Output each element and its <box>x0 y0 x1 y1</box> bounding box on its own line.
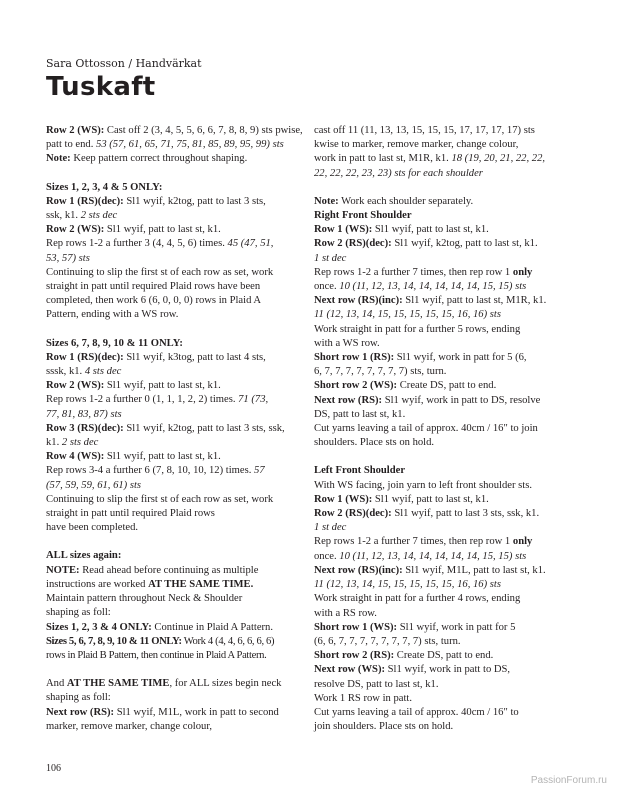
text-run: 45 (47, 51, <box>227 238 274 250</box>
text-run: Work each shoulder separately. <box>338 195 474 207</box>
text-line <box>46 677 306 691</box>
text-run: Continuing to slip the first st of each row as set, work <box>46 266 274 278</box>
text-run: shaping as foll: <box>46 607 111 619</box>
text-line <box>314 408 576 422</box>
text-run: 11 (12, 13, 14, 15, 15, 15, 15, 15, 16, 16) sts <box>314 579 501 591</box>
text-run: Read ahead before continuing as multiple <box>79 564 259 576</box>
text-run: 2 sts dec <box>80 210 118 222</box>
text-line <box>314 422 576 436</box>
text-line <box>46 379 306 393</box>
text-line <box>314 535 576 549</box>
text-run: Sizes 6, 7, 8, 9, 10 & 11 ONLY: <box>46 337 183 349</box>
text-run: Note: <box>314 195 339 207</box>
text-run: shaping as foll: <box>46 692 111 704</box>
text-line <box>314 394 576 408</box>
text-run: Next row (RS): <box>314 394 383 406</box>
text-run: Sl1 wyif, patt to last st, M1R, k1. <box>402 295 547 307</box>
text-line <box>46 720 306 734</box>
text-run: 1 st dec <box>314 252 347 264</box>
text-run: (6, 6, 7, 7, 7, 7, 7, 7, 7, 7) sts, turn. <box>314 635 461 647</box>
text-line <box>46 479 306 493</box>
text-line <box>314 692 576 706</box>
text-run: 18 (19, 20, 21, 22, 22, <box>451 153 546 165</box>
text-line <box>46 549 306 563</box>
text-run: Work 1 RS row in patt. <box>314 692 413 704</box>
text-run: once. <box>314 550 340 562</box>
page-header: Sara Ottosson / Handvärkat <box>46 57 202 70</box>
text-run: Cut yarns leaving a tail of approx. 40cm / 16" to join <box>314 423 538 435</box>
text-line <box>46 606 306 620</box>
paragraph-gap <box>46 323 306 337</box>
text-line <box>314 464 576 478</box>
paragraph-gap <box>314 181 576 195</box>
text-run: Row 2 (RS)(dec): <box>314 508 392 520</box>
text-line <box>314 152 576 166</box>
text-line <box>46 649 306 663</box>
text-run: Continue in Plaid A Pattern. <box>151 621 274 633</box>
text-line <box>46 209 306 223</box>
text-line <box>314 294 576 308</box>
text-run: 77, 81, 83, 87) sts <box>46 408 122 420</box>
text-line <box>46 223 306 237</box>
text-line <box>46 252 306 266</box>
text-line <box>46 493 306 507</box>
text-run: Note: <box>46 153 71 165</box>
text-run: Cast off 2 (3, 4, 5, 5, 6, 6, 7, 8, 8, 9) sts pwise, <box>104 125 303 136</box>
text-run: Work straight in patt for a further 5 rows, ending <box>314 323 521 335</box>
text-line <box>46 436 306 450</box>
text-run: Cut yarns leaving a tail of approx. 40cm / 16" to <box>314 706 519 718</box>
text-run: Sl1 wyif, patt to last 3 sts, ssk, k1. <box>391 508 540 520</box>
text-run: And <box>46 678 67 690</box>
paragraph-gap <box>46 663 306 677</box>
text-line <box>46 181 306 195</box>
text-run: Next row (RS)(inc): <box>314 295 403 307</box>
text-line <box>46 450 306 464</box>
text-line <box>46 521 306 535</box>
text-run: only <box>512 536 533 548</box>
text-run: AT THE SAME TIME. <box>148 578 254 590</box>
text-run: Sizes 1, 2, 3, 4 & 5 ONLY: <box>46 181 163 193</box>
text-run: Maintain pattern throughout Neck & Shoulder <box>46 593 243 605</box>
text-line <box>314 507 576 521</box>
text-line <box>314 365 576 379</box>
text-line <box>46 578 306 592</box>
text-line <box>314 678 576 692</box>
text-run: Left Front Shoulder <box>314 465 406 477</box>
text-run: join shoulders. Place sts on hold. <box>314 721 454 733</box>
text-run: Sl1 wyif, k2tog, patt to last 3 sts, ssk, <box>123 422 285 434</box>
text-run: straight in patt until required Plaid rows have been <box>46 281 261 293</box>
text-run: Row 2 (RS)(dec): <box>314 238 392 250</box>
text-line <box>46 635 306 649</box>
text-run: Row 1 (RS)(dec): <box>46 195 124 207</box>
text-line <box>46 507 306 521</box>
text-run: Sl1 wyif, patt to last st, k1. <box>104 451 221 463</box>
text-run: patt to end. <box>46 139 97 151</box>
text-run: Next row (WS): <box>314 664 386 676</box>
text-run: NOTE: <box>46 564 80 576</box>
text-run: have been completed. <box>46 522 139 534</box>
text-run: Sl1 wyif, k3tog, patt to last 4 sts, <box>123 351 266 363</box>
text-run: 6, 7, 7, 7, 7, 7, 7, 7, 7) sts, turn. <box>314 366 447 378</box>
text-line <box>46 592 306 606</box>
text-line <box>46 152 306 166</box>
text-line <box>46 195 306 209</box>
text-run: , for ALL sizes begin neck <box>169 678 282 690</box>
text-run: Rep rows 1-2 a further 7 times, then rep row 1 <box>314 536 513 548</box>
text-run: once. <box>314 281 340 293</box>
text-line <box>314 607 576 621</box>
text-run: Short row 2 (RS): <box>314 650 395 662</box>
text-line <box>314 436 576 450</box>
text-run: Rep rows 1-2 a further 0 (1, 1, 1, 2, 2) times. <box>46 394 239 406</box>
text-line <box>314 266 576 280</box>
text-run: Row 2 (WS): <box>46 224 105 236</box>
text-run: straight in patt until required Plaid rows <box>46 508 215 520</box>
text-line <box>46 564 306 578</box>
text-line <box>314 280 576 294</box>
text-run: Sl1 wyif, M1L, patt to last st, k1. <box>402 564 546 576</box>
text-line <box>314 209 576 223</box>
text-line <box>314 323 576 337</box>
text-line <box>314 521 576 535</box>
text-run: Next row (RS): <box>46 706 115 718</box>
text-run: Short row 1 (RS): <box>314 352 395 364</box>
text-run: resolve DS, patt to last st, k1. <box>314 678 439 690</box>
text-line <box>46 691 306 705</box>
text-line <box>46 351 306 365</box>
text-run: Rep rows 3-4 a further 6 (7, 8, 10, 10, 12) times. <box>46 465 255 477</box>
text-line <box>46 280 306 294</box>
text-line <box>314 706 576 720</box>
text-run: Short row 1 (WS): <box>314 621 398 633</box>
watermark: PassionForum.ru <box>530 775 607 786</box>
text-run: Right Front Shoulder <box>314 210 412 222</box>
page-number: 106 <box>46 763 61 774</box>
text-run: Sl1 wyif, work in patt for 5 <box>397 621 516 633</box>
text-run: marker, remove marker, change colour, <box>46 720 213 732</box>
left-column <box>46 124 306 734</box>
text-line <box>46 393 306 407</box>
text-run: ssk, k1. <box>46 210 81 222</box>
text-run: Sl1 wyif, work in patt for 5 (6, <box>394 352 527 364</box>
text-line <box>314 237 576 251</box>
pattern-title: Tuskaft <box>46 72 156 102</box>
text-line <box>46 294 306 308</box>
text-run: Row 2 (WS): <box>46 125 105 136</box>
text-run: 1 st dec <box>314 522 347 534</box>
text-run: Work straight in patt for a further 4 rows, ending <box>314 593 521 605</box>
text-line <box>46 706 306 720</box>
text-run: Sizes 1, 2, 3 & 4 ONLY: <box>46 621 152 633</box>
text-line <box>46 464 306 478</box>
text-run: Sl1 wyif, patt to last st, k1. <box>104 224 221 236</box>
text-line <box>314 635 576 649</box>
text-run: work in patt to last st, M1R, k1. <box>314 153 452 165</box>
text-line <box>46 266 306 280</box>
text-line <box>46 138 306 152</box>
text-run: instructions are worked <box>46 578 149 590</box>
paragraph-gap <box>314 450 576 464</box>
text-run: 22, 22, 22, 23, 23) sts for each shoulder <box>314 167 483 179</box>
right-column <box>314 124 576 734</box>
text-run: shoulders. Place sts on hold. <box>314 437 435 449</box>
text-line <box>46 422 306 436</box>
text-run: with a RS row. <box>314 607 377 619</box>
text-run: Row 2 (WS): <box>46 380 105 392</box>
text-run: Create DS, patt to end. <box>394 650 494 662</box>
text-line <box>46 308 306 322</box>
text-run: 71 (73, <box>238 394 269 406</box>
text-run: 10 (11, 12, 13, 14, 14, 14, 14, 14, 15, 15) sts <box>339 550 527 562</box>
text-line <box>314 252 576 266</box>
text-run: Next row (RS)(inc): <box>314 564 403 576</box>
text-run: Row 1 (WS): <box>314 493 373 505</box>
text-run: Rep rows 1-2 a further 7 times, then rep row 1 <box>314 266 513 278</box>
text-line <box>314 649 576 663</box>
text-run: with a WS row. <box>314 337 380 349</box>
text-line <box>314 564 576 578</box>
text-line <box>46 124 306 138</box>
text-run: 53, 57) sts <box>46 252 90 264</box>
text-run: 53 (57, 61, 65, 71, 75, 81, 85, 89, 95, 99) sts <box>96 139 284 151</box>
text-run: AT THE SAME TIME <box>66 678 170 690</box>
text-run: Sl1 wyif, k2tog, patt to last 3 sts, <box>123 195 266 207</box>
text-run: sssk, k1. <box>46 366 85 378</box>
text-run: Sl1 wyif, work in patt to DS, resolve <box>382 394 541 406</box>
text-line <box>314 351 576 365</box>
paragraph-gap <box>46 535 306 549</box>
text-run: k1. <box>46 437 62 449</box>
text-run: Row 4 (WS): <box>46 451 105 463</box>
text-run: Sizes 5, 6, 7, 8, 9, 10 & 11 ONLY: <box>46 635 182 647</box>
text-run: Sl1 wyif, M1L, work in patt to second <box>114 706 279 718</box>
text-line <box>314 223 576 237</box>
text-line <box>314 337 576 351</box>
text-run: 11 (12, 13, 14, 15, 15, 15, 15, 15, 16, 16) sts <box>314 309 501 321</box>
text-line <box>314 592 576 606</box>
text-run: cast off 11 (11, 13, 13, 15, 15, 15, 17, 17, 17, 17) sts <box>314 125 535 136</box>
text-run: Row 1 (WS): <box>314 224 373 236</box>
text-line <box>314 479 576 493</box>
text-run: Create DS, patt to end. <box>397 380 497 392</box>
text-line <box>314 308 576 322</box>
text-run: Sl1 wyif, work in patt to DS, <box>385 664 511 676</box>
text-run: only <box>512 266 533 278</box>
text-run: Short row 2 (WS): <box>314 380 398 392</box>
text-run: Row 3 (RS)(dec): <box>46 422 124 434</box>
text-run: Sl1 wyif, patt to last st, k1. <box>372 493 489 505</box>
text-line <box>46 237 306 251</box>
text-line <box>46 621 306 635</box>
text-line <box>314 167 576 181</box>
text-run: Rep rows 1-2 a further 3 (4, 4, 5, 6) times. <box>46 238 228 250</box>
text-run: Work 4 (4, 4, 6, 6, 6, 6) <box>181 635 275 647</box>
text-run: Sl1 wyif, patt to last st, k1. <box>104 380 221 392</box>
text-line <box>314 379 576 393</box>
text-line <box>46 408 306 422</box>
text-line <box>314 550 576 564</box>
text-line <box>46 337 306 351</box>
text-line <box>46 365 306 379</box>
text-run: DS, patt to last st, k1. <box>314 408 406 420</box>
text-run: Continuing to slip the first st of each row as set, work <box>46 493 274 505</box>
text-run: 4 sts dec <box>84 366 122 378</box>
text-run: 10 (11, 12, 13, 14, 14, 14, 14, 14, 15, 15) sts <box>339 281 527 293</box>
text-run: Row 1 (RS)(dec): <box>46 351 124 363</box>
text-run: Pattern, ending with a WS row. <box>46 309 179 321</box>
text-run: 57 <box>254 465 265 477</box>
text-run: (57, 59, 59, 61, 61) sts <box>46 479 142 491</box>
text-run: With WS facing, join yarn to left front shoulder sts. <box>314 479 532 491</box>
text-line <box>314 195 576 209</box>
text-run: Sl1 wyif, patt to last st, k1. <box>372 224 489 236</box>
text-line <box>314 138 576 152</box>
text-line <box>314 720 576 734</box>
text-run: 2 sts dec <box>61 437 99 449</box>
text-run: ALL sizes again: <box>46 550 122 562</box>
text-line <box>314 663 576 677</box>
text-line <box>314 578 576 592</box>
text-run: rows in Plaid B Pattern, then continue in Plaid A Pattern. <box>46 649 267 661</box>
text-line <box>314 621 576 635</box>
text-run: kwise to marker, remove marker, change colour, <box>314 139 519 151</box>
text-line <box>314 124 576 138</box>
text-run: completed, then work 6 (6, 0, 0, 0) rows in Plaid A <box>46 295 262 307</box>
text-run: Sl1 wyif, k2tog, patt to last st, k1. <box>391 238 538 250</box>
paragraph-gap <box>46 167 306 181</box>
text-line <box>314 493 576 507</box>
text-run: Keep pattern correct throughout shaping. <box>70 153 248 165</box>
